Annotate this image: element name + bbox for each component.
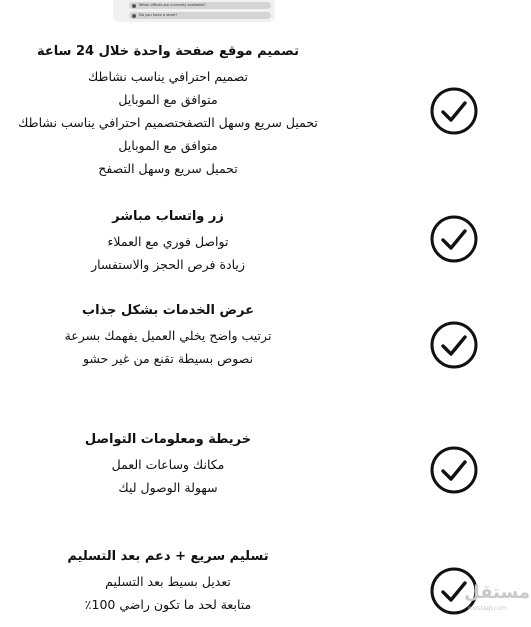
feature-line: نصوص بسيطة تقنع من غير حشو xyxy=(82,351,254,366)
feature-line: مكانك وساعات العمل xyxy=(111,457,225,472)
feature-line: متابعة لحد ما تكون راضي 100٪ xyxy=(84,597,252,612)
chat-question-chip: Do you have a store? xyxy=(129,12,271,19)
check-circle-icon xyxy=(430,87,478,135)
feature-line: تعديل بسيط بعد التسليم xyxy=(105,574,231,589)
check-circle-icon xyxy=(430,321,478,369)
feature-title: عرض الخدمات بشكل جذاب xyxy=(82,303,254,318)
feature-title: تسليم سريع + دعم بعد التسليم xyxy=(67,549,269,564)
feature-line: تواصل فوري مع العملاء xyxy=(107,234,229,249)
check-circle-icon xyxy=(430,446,478,494)
feature-line: متوافق مع الموبايل xyxy=(118,138,218,153)
feature-line: سهولة الوصول ليك xyxy=(118,480,218,495)
feature-line: ترتيب واضح يخلي العميل يفهمك بسرعة xyxy=(64,328,272,343)
chat-preview-snippet xyxy=(113,0,275,22)
feature-title: خريطة ومعلومات التواصل xyxy=(84,432,252,447)
feature-line: تصميم احترافي يناسب نشاطك xyxy=(87,69,249,84)
watermark-text: مستقل xyxy=(464,582,530,603)
feature-line: متوافق مع الموبايل xyxy=(118,92,218,107)
feature-line: تحميل سريع وسهل التصفحتصميم احترافي يناسب نشاطك xyxy=(18,115,318,130)
feature-title: زر واتساب مباشر xyxy=(112,209,224,224)
feature-line: تحميل سريع وسهل التصفح xyxy=(98,161,238,176)
feature-line: زيادة فرص الحجز والاستفسار xyxy=(91,257,245,272)
watermark-logo xyxy=(464,582,530,622)
chat-question-chip: When offices are currently available? xyxy=(129,2,271,9)
watermark-domain: mostaql.com xyxy=(468,605,507,612)
feature-title: تصميم موقع صفحة واحدة خلال 24 ساعة xyxy=(37,44,299,59)
check-circle-icon xyxy=(430,215,478,263)
